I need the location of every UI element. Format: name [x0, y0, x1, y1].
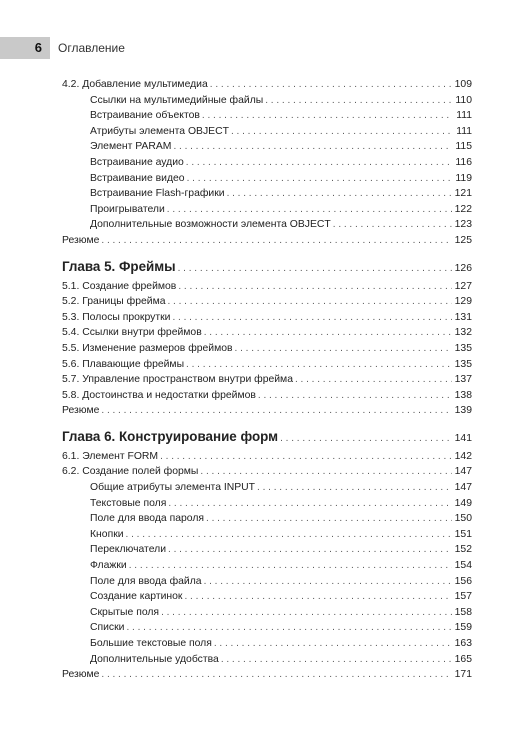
toc-subsection-entry	[62, 186, 472, 202]
toc-entry-page: 157	[454, 591, 472, 603]
toc-entry-title: Глава 5. Фреймы	[62, 258, 176, 274]
running-header-title: Оглавление	[58, 41, 125, 55]
toc-entry-page: 116	[455, 156, 472, 168]
dot-leader	[280, 428, 452, 450]
toc-subsection-entry	[62, 652, 472, 668]
toc-entry-title: Резюме	[62, 234, 100, 246]
toc-entry-title: Поле для ввода файла	[90, 575, 202, 587]
toc-entry-page: 142	[454, 450, 472, 462]
dot-leader	[129, 558, 452, 574]
dot-leader	[214, 636, 452, 652]
toc-entry-page: 159	[454, 622, 472, 634]
toc-entry-page: 151	[454, 528, 472, 540]
toc-subsection-entry	[62, 124, 472, 140]
dot-leader	[210, 77, 452, 93]
toc-entry-page: 119	[455, 172, 472, 184]
toc-subsection-entry	[62, 155, 472, 171]
toc-entry-title: Дополнительные возможности элемента OBJECT	[90, 219, 331, 231]
toc-section-entry	[62, 325, 472, 341]
toc-entry-title: 6.2. Создание полей формы	[62, 466, 199, 478]
toc-entry-page: 109	[454, 79, 472, 90]
dot-leader	[200, 464, 452, 480]
toc-section-entry	[62, 667, 472, 683]
toc-section-entry	[62, 449, 472, 465]
toc-subsection-entry	[62, 542, 472, 558]
dot-leader	[160, 449, 452, 465]
toc-entry-page: 137	[454, 374, 472, 386]
toc-subsection-entry	[62, 480, 472, 496]
toc-subsection-entry	[62, 93, 472, 109]
toc-entry-title: Дополнительные удобства	[90, 653, 219, 665]
toc-entry-page: 110	[455, 94, 472, 106]
toc-section-entry	[62, 357, 472, 373]
dot-leader	[186, 155, 452, 171]
toc-subsection-entry	[62, 620, 472, 636]
toc-entry-page: 127	[454, 280, 472, 292]
toc-entry-page: 150	[454, 513, 472, 525]
dot-leader	[172, 310, 452, 326]
toc-entry-page: 138	[454, 389, 472, 401]
dot-leader	[168, 542, 452, 558]
dot-leader	[204, 574, 452, 590]
toc-entry-title: 5.5. Изменение размеров фреймов	[62, 342, 233, 354]
dot-leader	[258, 388, 452, 404]
dot-leader	[295, 372, 452, 388]
toc-entry-title: Общие атрибуты элемента INPUT	[90, 482, 256, 494]
toc-subsection-entry	[62, 108, 472, 124]
toc-subsection-entry	[62, 527, 472, 543]
dot-leader	[167, 202, 452, 218]
dot-leader	[178, 258, 452, 280]
toc-entry-title: Проигрыватели	[90, 203, 165, 215]
toc-subsection-entry	[62, 558, 472, 574]
toc-entry-title: Резюме	[62, 405, 100, 417]
toc-entry-title: 4.2. Добавление мультимедиа	[62, 79, 208, 90]
running-header	[0, 37, 526, 59]
toc-section-entry	[62, 233, 472, 249]
dot-leader	[101, 233, 452, 249]
page-number-tab	[0, 37, 50, 59]
dot-leader	[221, 652, 452, 668]
toc-entry-title: 5.8. Достоинства и недостатки фреймов	[62, 389, 256, 401]
dot-leader	[126, 527, 452, 543]
toc-entry-page: 111	[456, 110, 472, 122]
page-number: 6	[34, 40, 42, 55]
toc-section-entry	[62, 388, 472, 404]
toc-entry-page: 158	[454, 606, 472, 618]
toc-entry-title: 5.3. Полосы прокрутки	[62, 311, 171, 323]
toc-subsection-entry	[62, 217, 472, 233]
toc-subsection-entry	[62, 171, 472, 187]
toc-entry-page: 165	[454, 653, 472, 665]
toc-section-entry	[62, 294, 472, 310]
toc-entry-page: 122	[454, 203, 472, 215]
toc-subsection-entry	[62, 636, 472, 652]
toc-entry-page: 139	[454, 405, 472, 417]
toc-subsection-entry	[62, 202, 472, 218]
dot-leader	[161, 605, 452, 621]
dot-leader	[168, 496, 452, 512]
toc-subsection-entry	[62, 139, 472, 155]
dot-leader	[257, 480, 452, 496]
toc-chapter-entry	[62, 256, 472, 278]
toc-entry-title: 5.4. Ссылки внутри фреймов	[62, 327, 202, 339]
toc-entry-title: Создание картинок	[90, 591, 183, 603]
toc-subsection-entry	[62, 574, 472, 590]
dot-leader	[187, 171, 452, 187]
toc-section-entry	[62, 372, 472, 388]
toc-entry-page: 152	[454, 544, 472, 556]
toc-entry-title: Элемент PARAM	[90, 141, 172, 153]
dot-leader	[204, 325, 452, 341]
toc-entry-title: Встраивание объектов	[90, 110, 200, 122]
dot-leader	[173, 139, 452, 155]
toc-entry-title: Встраивание аудио	[90, 156, 184, 168]
toc-entry-page: 154	[454, 560, 472, 572]
toc-subsection-entry	[62, 511, 472, 527]
toc-entry-title: Кнопки	[90, 528, 124, 540]
toc-entry-page: 125	[454, 234, 472, 246]
toc-entry-title: Встраивание Flash-графики	[90, 188, 225, 200]
table-of-contents	[62, 77, 472, 683]
toc-entry-page: 147	[454, 482, 472, 494]
dot-leader	[265, 93, 452, 109]
toc-section-entry	[62, 464, 472, 480]
toc-subsection-entry	[62, 589, 472, 605]
dot-leader	[101, 403, 452, 419]
toc-entry-page: 156	[454, 575, 472, 587]
toc-entry-title: Встраивание видео	[90, 172, 185, 184]
toc-subsection-entry	[62, 605, 472, 621]
toc-entry-page: 135	[454, 358, 472, 370]
dot-leader	[333, 217, 452, 233]
toc-entry-title: Атрибуты элемента OBJECT	[90, 125, 229, 137]
toc-entry-page: 147	[454, 466, 472, 478]
toc-entry-title: Большие текстовые поля	[90, 638, 212, 649]
toc-entry-page: 163	[454, 638, 472, 649]
dot-leader	[168, 294, 453, 310]
toc-entry-page: 135	[454, 342, 472, 354]
toc-entry-page: 121	[454, 188, 472, 200]
toc-entry-title: Поле для ввода пароля	[90, 513, 205, 525]
toc-subsection-entry	[62, 496, 472, 512]
toc-entry-title: 5.6. Плавающие фреймы	[62, 358, 185, 370]
toc-entry-title: 5.7. Управление пространством внутри фрейма	[62, 374, 293, 386]
dot-leader	[206, 511, 452, 527]
toc-entry-page: 129	[454, 296, 472, 308]
toc-entry-page: 149	[454, 497, 472, 509]
toc-entry-title: Списки	[90, 622, 125, 634]
dot-leader	[178, 279, 452, 295]
toc-entry-title: Глава 6. Конструирование форм	[62, 428, 279, 444]
toc-entry-title: 6.1. Элемент FORM	[62, 450, 159, 462]
toc-entry-title: Текстовые поля	[90, 497, 167, 509]
toc-entry-page: 171	[454, 669, 472, 681]
toc-section-entry	[62, 279, 472, 295]
toc-entry-page: 141	[454, 432, 472, 444]
dot-leader	[101, 667, 452, 683]
toc-entry-page: 115	[455, 141, 472, 153]
toc-entry-title: Резюме	[62, 669, 100, 681]
dot-leader	[126, 620, 452, 636]
toc-section-entry	[62, 310, 472, 326]
dot-leader	[202, 108, 452, 124]
dot-leader	[184, 589, 452, 605]
toc-entry-title: Флажки	[90, 560, 127, 572]
toc-entry-title: Переключатели	[90, 544, 167, 556]
toc-entry-title: Ссылки на мультимедийные файлы	[90, 94, 264, 106]
dot-leader	[186, 357, 452, 373]
toc-entry-page: 111	[456, 125, 472, 137]
toc-chapter-entry	[62, 426, 472, 448]
toc-entry-page: 132	[454, 327, 472, 339]
dot-leader	[227, 186, 452, 202]
dot-leader	[231, 124, 452, 140]
toc-section-entry	[62, 341, 472, 357]
toc-section-entry	[62, 77, 472, 93]
toc-entry-page: 123	[454, 219, 472, 231]
dot-leader	[235, 341, 452, 357]
toc-entry-title: 5.1. Создание фреймов	[62, 280, 177, 292]
toc-section-entry	[62, 403, 472, 419]
toc-entry-page: 131	[454, 311, 472, 323]
toc-entry-title: 5.2. Границы фрейма	[62, 296, 166, 308]
toc-entry-page: 126	[454, 262, 472, 274]
toc-entry-title: Скрытые поля	[90, 606, 160, 618]
